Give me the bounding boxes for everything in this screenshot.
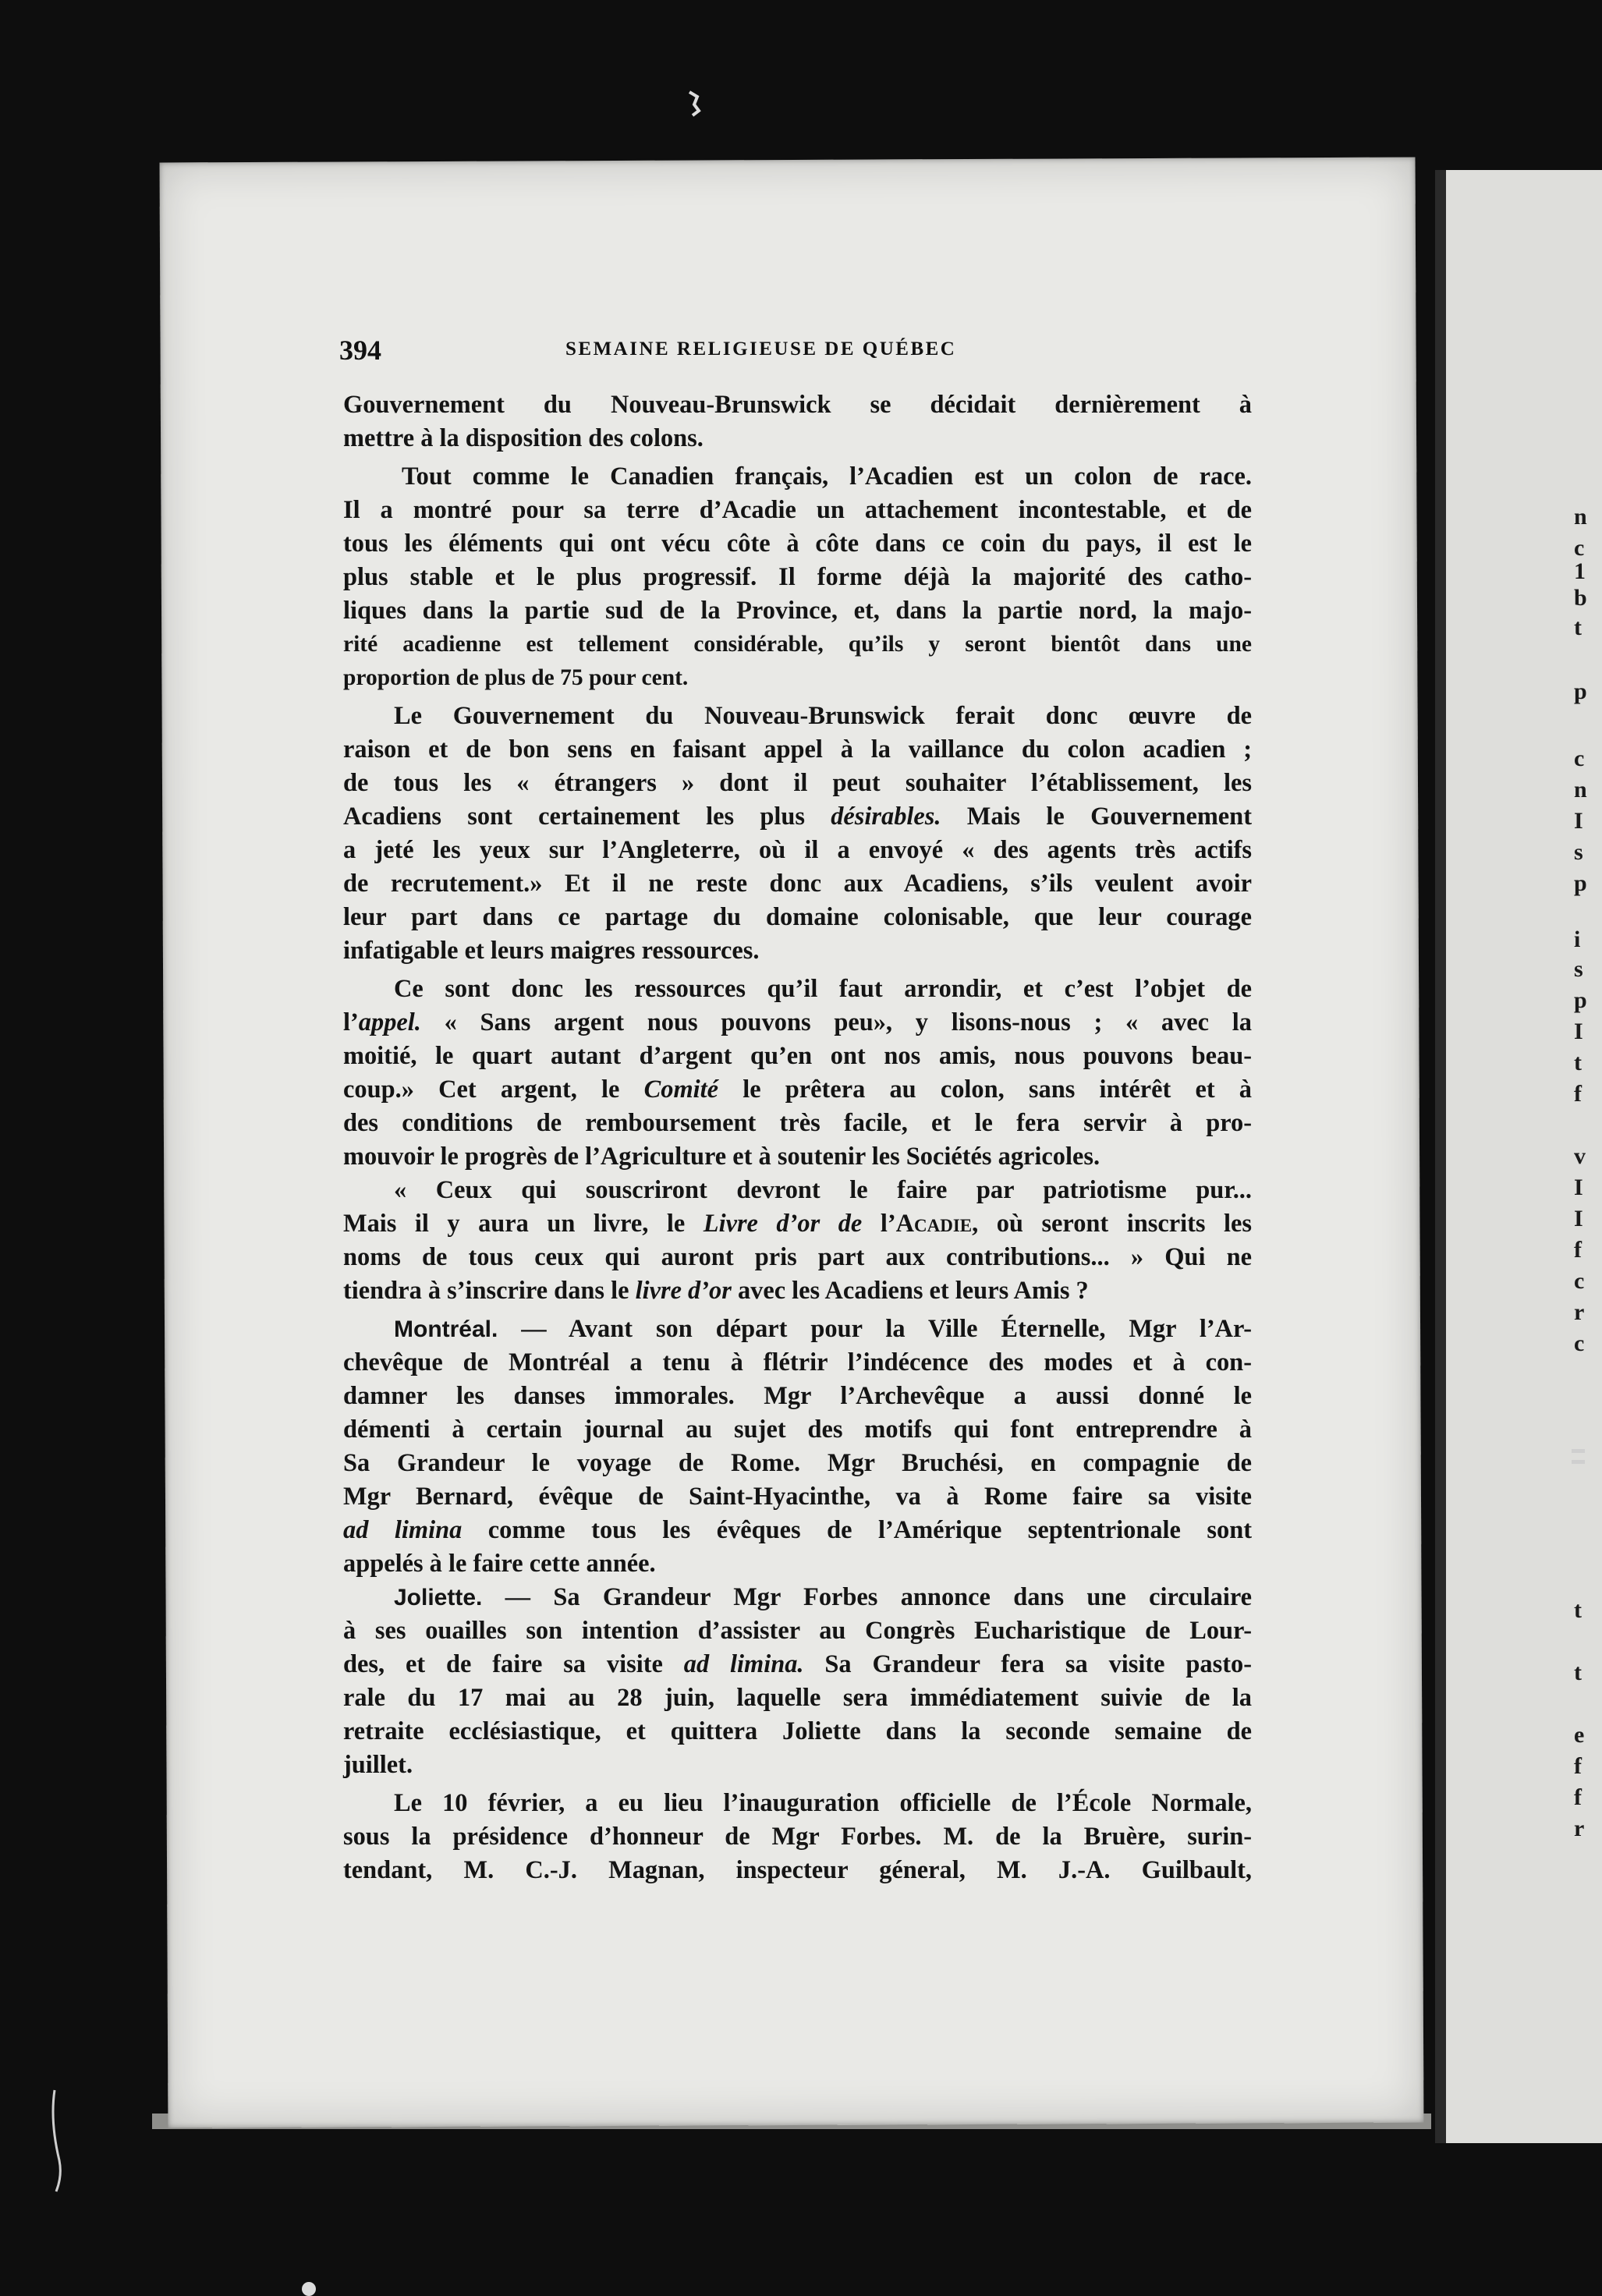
text-line: Le Gouvernement du Nouveau-Brunswick ferait donc œuvre de [394,702,1252,730]
text-line: infatigable et leurs maigres ressources. [343,937,760,965]
facing-letter: I [1574,1175,1583,1200]
facing-letter: s [1574,839,1583,865]
text-run: Sa Grandeur fera sa visite pasto- [803,1650,1252,1678]
text-run: comme tous les évêques de l’Amérique septentrionale sont [462,1516,1253,1544]
text-line: a jeté les yeux sur l’Angleterre, où il a envoyé « des agents très actifs [343,836,1252,864]
facing-letter: p [1574,987,1587,1013]
section-heading-joliette: Joliette. [394,1585,483,1610]
text-run: des, et de faire sa visite [343,1650,684,1678]
text-line: Le 10 février, a eu lieu l’inauguration officielle de l’École Normale, [394,1789,1252,1817]
text-line: chevêque de Montréal a tenu à flétrir l’indécence des modes et à con- [343,1348,1252,1377]
text-run: — Avant son départ pour la Ville Éternelle, Mgr l’Ar- [498,1315,1252,1343]
facing-letter: f [1574,1784,1582,1810]
text-line: de tous les « étrangers » dont il peut souhaiter l’établissement, les [343,769,1252,797]
text-line: Tout comme le Canadien français, l’Acadien est un colon de race. [402,462,1252,491]
facing-letter: c [1574,535,1585,561]
text-line [343,1514,1252,1547]
facing-letter: e [1574,1722,1585,1748]
facing-letter: s [1574,956,1583,982]
facing-letter: r [1574,1299,1585,1325]
text-line: Sa Grandeur le voyage de Rome. Mgr Bruchési, en compagnie de [343,1449,1252,1477]
facing-letter: c [1574,1330,1585,1356]
text-line: leur part dans ce partage du domaine colonisable, que leur courage [343,903,1252,931]
emphasis-text: Livre d’or de [703,1210,863,1238]
emphasis-text: Comité [643,1075,719,1104]
page-header [339,334,1026,365]
facing-letter: t [1574,1050,1582,1075]
text-line: noms de tous ceux qui auront pris part aux contributions... » Qui ne [343,1243,1252,1271]
facing-letter: i [1574,927,1581,952]
text-line [343,1274,1252,1308]
text-line: démenti à certain journal au sujet des motifs qui font entreprendre à [343,1416,1252,1444]
text-line: de recrutement.» Et il ne reste donc aux Acadiens, s’ils veulent avoir [343,870,1252,898]
text-line [343,1006,1252,1040]
facing-letter: f [1574,1081,1582,1107]
text-line: tendant, M. C.-J. Magnan, inspecteur géneral, M. J.-A. Guilbault, [343,1856,1252,1884]
emphasis-text: désirables. [831,803,941,831]
facing-letter: I [1574,808,1583,834]
text-line: mettre à la disposition des colons. [343,424,704,452]
facing-letter: c [1574,746,1585,771]
text-run: coup.» Cet argent, le [343,1075,644,1104]
facing-letter: p [1574,870,1587,896]
text-line: Il a montré pour sa terre d’Acadie un attachement incontestable, et de [343,496,1252,524]
facing-letter: n [1574,504,1587,530]
facing-letter: r [1574,1816,1585,1841]
text-line: appelés à le faire cette année. [343,1550,656,1578]
facing-letter: t [1574,1660,1582,1685]
facing-letter: n [1574,777,1587,803]
text-run: , où seront inscrits les [972,1210,1252,1238]
running-title: SEMAINE RELIGIEUSE DE QUÉBEC [565,338,957,360]
text-line: tous les éléments qui ont vécu côte à côte dans ce coin du pays, il est le [343,530,1252,558]
text-line: à ses ouailles son intention d’assister au Congrès Eucharistique de Lour- [343,1617,1252,1645]
facing-letter: c [1574,1268,1585,1294]
text-line: juillet. [343,1751,413,1779]
emphasis-text: livre d’or [635,1277,732,1305]
facing-letter: t [1574,1597,1582,1623]
page-number: 394 [339,335,381,366]
section-heading-montreal: Montréal. [394,1316,498,1342]
text-line: proportion de plus de 75 pour cent. [343,665,689,690]
text-line: des conditions de remboursement très facile, et le fera servir à pro- [343,1109,1252,1137]
text-line: « Ceux qui souscriront devront le faire par patriotisme pur... [394,1176,1252,1204]
emphasis-text: ad limina. [683,1650,804,1678]
facing-letter: f [1574,1753,1582,1779]
facing-letter: f [1574,1237,1582,1263]
facing-letter: 1 [1574,558,1586,584]
text-run: l’ [343,1008,359,1036]
text-line [343,1581,1252,1614]
text-run: Mais il y aura un livre, le [343,1210,704,1238]
text-line: moitié, le quart autant d’argent qu’en ont nos amis, nous pouvons beau- [343,1042,1252,1070]
facing-page-rule [1572,1460,1585,1464]
article-body [343,388,1252,1887]
text-line [343,1207,1252,1241]
text-line: Mgr Bernard, évêque de Saint-Hyacinthe, va à Rome faire sa visite [343,1483,1252,1511]
text-line [343,1073,1252,1107]
text-run: « Sans argent nous pouvons peu», y lisons-nous ; « avec la [420,1008,1252,1036]
facing-letter: I [1574,1019,1583,1044]
text-run: — Sa Grandeur Mgr Forbes annonce dans une circulaire [482,1583,1252,1611]
text-run: tiendra à s’inscrire dans le [343,1277,636,1305]
text-line: liques dans la partie sud de la Province, et, dans la partie nord, la majo- [343,597,1252,625]
text-line: mouvoir le progrès de l’Agriculture et à soutenir les Sociétés agricoles. [343,1143,1100,1171]
facing-letter: t [1574,615,1582,640]
small-caps-text: Acadie [895,1210,973,1238]
text-line [343,800,1252,834]
text-line: sous la présidence d’honneur de Mgr Forbes. M. de la Bruère, surin- [343,1823,1252,1851]
text-line: rité acadienne est tellement considérable, qu’ils y seront bientôt dans une [343,632,1252,657]
text-run: l’ [862,1210,896,1238]
text-line: plus stable et le plus progressif. Il forme déjà la majorité des catho- [343,563,1252,591]
facing-letter: v [1574,1143,1586,1169]
text-line: raison et de bon sens en faisant appel à la vaillance du colon acadien ; [343,735,1252,764]
emphasis-text: appel. [358,1008,421,1036]
text-line: Ce sont donc les ressources qu’il faut arrondir, et c’est l’objet de [394,975,1252,1003]
text-line: retraite ecclésiastique, et quittera Joliette dans la seconde semaine de [343,1717,1252,1745]
facing-letter: I [1574,1206,1583,1231]
text-line: damner les danses immorales. Mgr l’Archevêque a aussi donné le [343,1382,1252,1410]
facing-letter: p [1574,679,1587,704]
text-run: Mais le Gouvernement [941,803,1252,831]
text-line [343,1648,1252,1681]
text-run: Acadiens sont certainement les plus [343,803,831,831]
text-run: avec les Acadiens et leurs Amis ? [731,1277,1089,1305]
text-line: rale du 17 mai au 28 juin, laquelle sera immédiatement suivie de la [343,1684,1252,1712]
emphasis-text: ad limina [343,1516,463,1544]
facing-letter: b [1574,585,1587,611]
facing-page-rule [1572,1449,1585,1453]
text-line: Gouvernement du Nouveau-Brunswick se décidait dernièrement à [343,391,1252,419]
text-run: le prêtera au colon, sans intérêt et à [718,1075,1252,1104]
text-line [343,1313,1252,1346]
